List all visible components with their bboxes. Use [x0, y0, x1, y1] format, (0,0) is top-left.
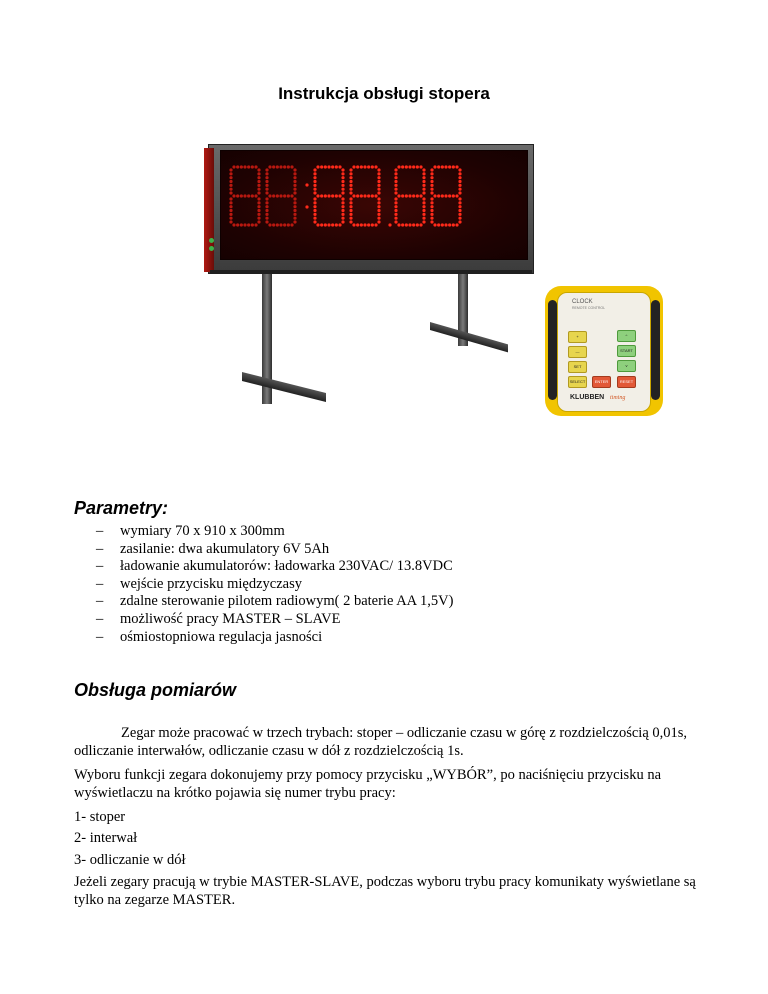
- list-item: – ładowanie akumulatorów: ładowarka 230VAC/ 13.8VDC: [96, 558, 453, 575]
- remote-title: CLOCK: [572, 299, 593, 305]
- remote-reset-button: RESET: [617, 376, 636, 388]
- remote-minus-button: —: [568, 346, 587, 358]
- remote-face: [557, 292, 651, 412]
- status-leds: [209, 238, 217, 268]
- mode-item-1: 1- stoper: [74, 809, 126, 825]
- remote-grip-right: [651, 300, 660, 400]
- remote-down-button: v: [617, 360, 636, 372]
- remote-grip-left: [548, 300, 557, 400]
- list-item: – wymiary 70 x 910 x 300mm: [96, 523, 285, 539]
- remote-select-button: SELECT: [568, 376, 587, 388]
- stand-foot-left: [242, 372, 326, 402]
- mode-item-2: 2- interwał: [74, 830, 138, 846]
- mode-item-3: 3- odliczanie w dół: [74, 852, 186, 868]
- led-digits: [221, 151, 527, 259]
- list-item: – zasilanie: dwa akumulatory 6V 5Ah: [96, 540, 330, 557]
- remote-brand: KLUBBEN: [570, 394, 605, 401]
- list-item: – ośmiostopniowa regulacja jasności: [96, 628, 323, 645]
- remote-control-image: [545, 286, 663, 416]
- display-bottom-edge: [210, 270, 532, 274]
- remote-plus-button: +: [568, 331, 587, 343]
- remote-enter-button: ENTER: [592, 376, 611, 388]
- parametry-heading: Parametry:: [74, 498, 169, 518]
- remote-start-button: START: [617, 345, 636, 357]
- list-item: – zdalne sterowanie pilotem radiowym( 2 baterie AA 1,5V): [96, 593, 454, 610]
- stopwatch-display-image: [204, 144, 534, 424]
- led-screen: [220, 150, 528, 260]
- page-title: Instrukcja obsługi stopera: [278, 84, 490, 103]
- paragraph-master-slave: Jeżeli zegary pracują w trybie MASTER-SLAVE, podczas wyboru trybu pracy komunikaty wyświetlane są tylko na zegarze MASTER.: [74, 874, 696, 908]
- remote-up-button: ^: [617, 330, 636, 342]
- remote-set-button: SET: [568, 361, 587, 373]
- remote-brand-sub: timing: [610, 395, 626, 401]
- paragraph-modes: Zegar może pracować w trzech trybach: stoper – odliczanie czasu w górę z rozdzielczością 0,01s, odliczanie interwałów, odliczanie czasu w dół z rozdzielczością 1s.: [74, 725, 688, 759]
- paragraph-select: Wyboru funkcji zegara dokonujemy przy pomocy przycisku „WYBÓR”, po naciśnięciu przycisku na wyświetlaczu na krótko pojawia się numer trybu pracy:: [74, 767, 662, 801]
- obsluga-heading: Obsługa pomiarów: [74, 680, 237, 700]
- list-item: – możliwość pracy MASTER – SLAVE: [96, 610, 341, 627]
- list-item: – wejście przycisku międzyczasy: [96, 575, 302, 592]
- remote-subtitle: REMOTE CONTROL: [572, 306, 606, 310]
- stand-foot-right: [430, 322, 508, 352]
- parametry-list: [96, 523, 453, 646]
